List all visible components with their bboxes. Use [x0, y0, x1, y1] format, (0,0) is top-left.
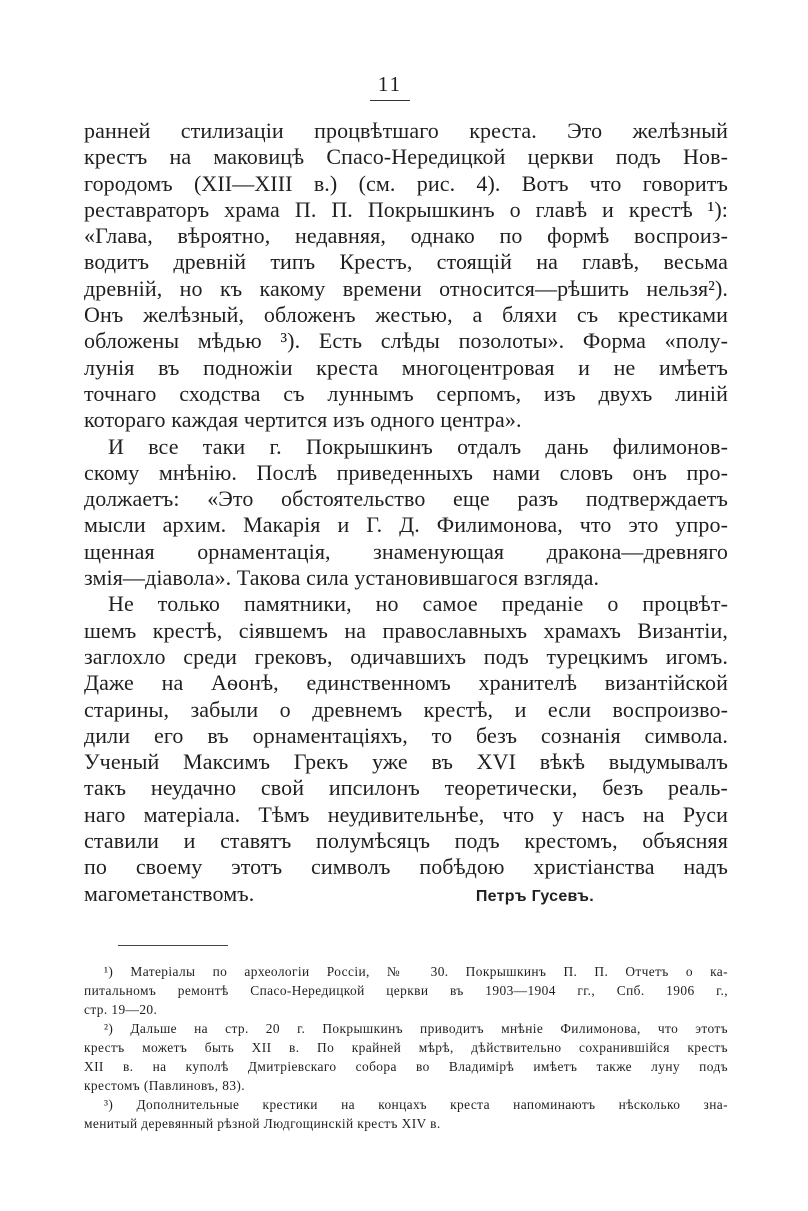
footnote-line: менитый деревянный рѣзной Людгощинскiй крестъ XIV в. [84, 1116, 441, 1131]
text-line: наго матерiала. Тѣмъ неудивительнѣе, что у насъ на Руси [84, 801, 728, 827]
text-line: мысли архим. Макарiя и Г. Д. Филимонова, что это упро- [84, 512, 728, 538]
text-line: лунiя въ подножiи креста многоцентровая и не имѣетъ [84, 354, 728, 380]
text-line: шемъ крестѣ, сiявшемъ на православныхъ храмахъ Византiи, [84, 617, 728, 643]
text-line: крестъ на маковицѣ Спасо-Нередицкой церкви подъ Нов- [84, 144, 728, 170]
text-line: щенная орнаментацiя, знаменующая дракона—древняго [84, 538, 728, 564]
text-line: змiя—дiавола». Такова сила установившагося взгляда. [84, 565, 600, 591]
footnote-line: ¹) Матерiалы по археологiи Россiи, № 30. Покрышкинъ П. П. Отчетъ о ка- [104, 964, 728, 979]
text-line: И все таки г. Покрышкинъ отдалъ дань филимонов- [108, 433, 728, 459]
text-line: заглохло среди грековъ, одичавшихъ подъ турецкимъ игомъ. [84, 643, 728, 669]
footnote-line: стр. 19—20. [84, 1002, 158, 1017]
footnote-line: ³) Дополнительные крестики на концахъ креста напоминаютъ нѣсколько зна- [104, 1097, 728, 1112]
text-line: ранней стилизацiи процвѣтшаго креста. Это желѣзный [84, 118, 728, 143]
footnotes [84, 962, 728, 1133]
text-line: Ученый Максимъ Грекъ уже въ XVI вѣкѣ выдумывалъ [84, 749, 728, 775]
text-line: дили его въ орнаментацiяхъ, то безъ сознанiя символа. [84, 722, 728, 748]
text-line: ставили и ставятъ полумѣсяцъ подъ крестомъ, объясняя [84, 828, 728, 854]
text-line: «Глава, вѣроятно, недавняя, однако по формѣ воспроиз- [84, 223, 728, 249]
text-line: обложены мѣдью ³). Есть слѣды позолоты». Форма «полу- [84, 328, 728, 354]
footnote-separator [118, 945, 228, 946]
author-signature: Петръ Гусевъ. [475, 888, 594, 905]
text-line: точнаго сходства съ луннымъ серпомъ, изъ двухъ линiй [84, 380, 728, 406]
text-line: древнiй, но къ какому времени относится—рѣшить нельзя²). [84, 275, 728, 301]
footnote-line: XII в. на куполѣ Дмитрiевскаго собора во Владимiрѣ имѣетъ также луну подъ [84, 1059, 728, 1074]
text-line: по своему этотъ символъ побѣдою христiанства надъ [84, 854, 728, 880]
footnote-line: крестъ можетъ быть XII в. По крайней мѣрѣ, дѣйствительно сохранившiйся крестъ [84, 1040, 728, 1055]
footnote-line: питальномъ ремонтѣ Спасо-Нередицкой церкви въ 1903—1904 гг., Спб. 1906 г., [84, 983, 728, 998]
text-line: котораго каждая чертится изъ одного центра». [84, 407, 522, 433]
footnote-line: крестомъ (Павлиновъ, 83). [84, 1078, 246, 1093]
text-line: Даже на Аѳонѣ, единственномъ хранителѣ византiйской [84, 670, 728, 696]
page-number: 11 [377, 72, 403, 96]
body-text [84, 118, 728, 907]
page-number-underline [370, 100, 410, 101]
text-line: такъ неудачно свой ипсилонъ теоретически, безъ реаль- [84, 775, 728, 801]
text-line: городомъ (XII—XIII в.) (см. рис. 4). Вотъ что говоритъ [84, 170, 728, 196]
text-line: магометанствомъ. [84, 880, 255, 906]
text-line: Онъ желѣзный, обложенъ жестью, а бляхи съ крестиками [84, 302, 728, 328]
text-line: Не только памятники, но самое преданiе о процвѣт- [108, 591, 728, 617]
footnote-line: ²) Дальше на стр. 20 г. Покрышкинъ приводитъ мнѣнiе Филимонова, что этотъ [104, 1021, 728, 1036]
text-line: скому мнѣнiю. Послѣ приведенныхъ нами словъ онъ про- [84, 459, 728, 485]
text-line: старины, забыли о древнемъ крестѣ, и если воспроизво- [84, 696, 728, 722]
text-line: должаетъ: «Это обстоятельство еще разъ подтверждаетъ [84, 486, 728, 512]
text-line: реставраторъ храма П. П. Покрышкинъ о главѣ и крестѣ ¹): [84, 196, 728, 222]
text-line: водитъ древнiй типъ Крестъ, стоящiй на главѣ, весьма [84, 249, 728, 275]
